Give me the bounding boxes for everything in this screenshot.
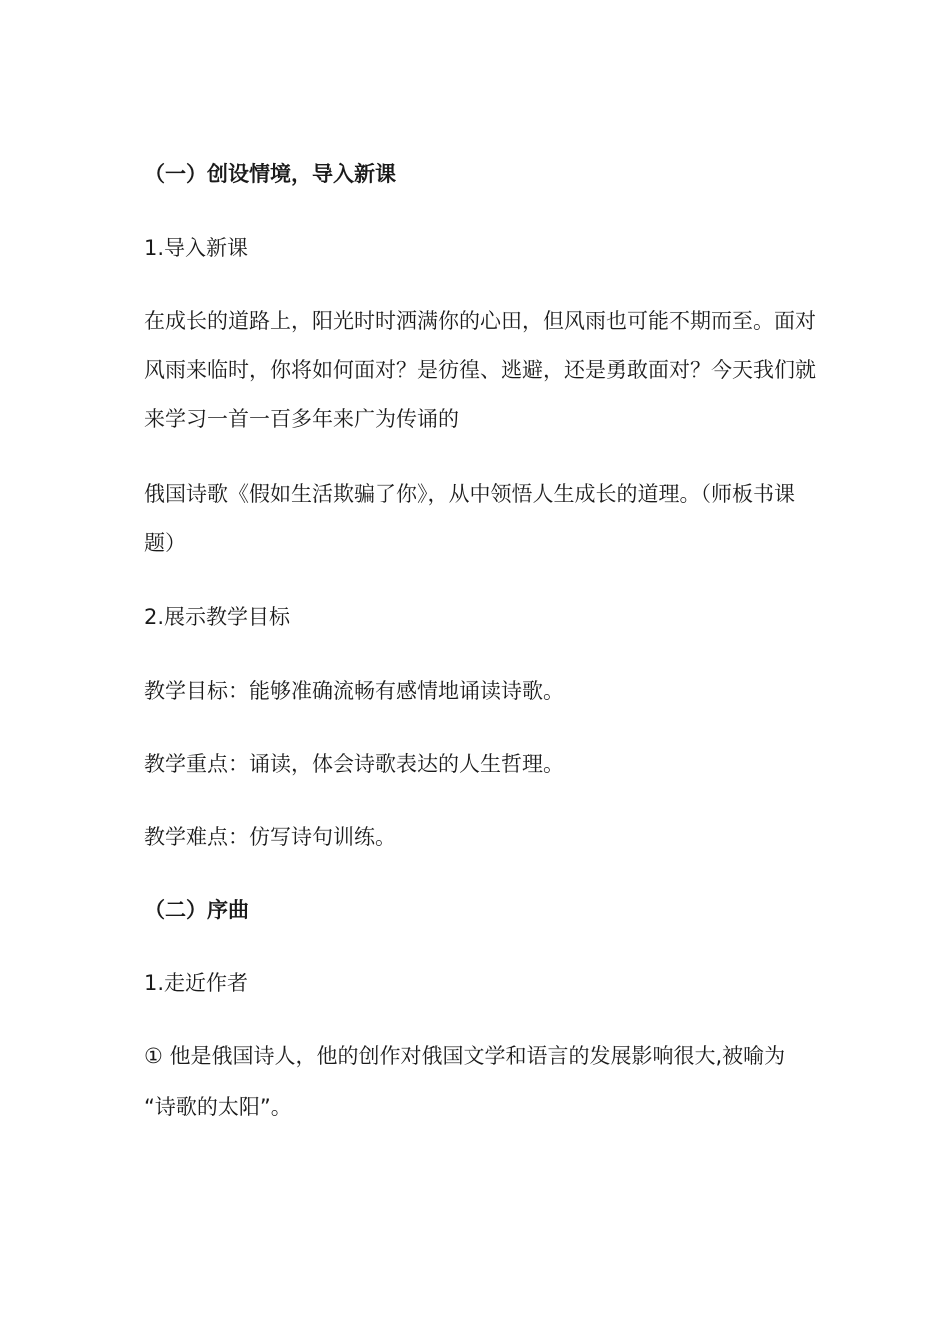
section-heading-2: （二）序曲 xyxy=(144,898,249,922)
author-paragraph-line-1: ① 他是俄国诗人，他的创作对俄国文学和语言的发展影响很大,被喻为 xyxy=(144,1044,786,1068)
intro-paragraph-line-3: 来学习一首一百多年来广为传诵的 xyxy=(144,407,459,431)
intro-paragraph-line-2: 风雨来临时，你将如何面对？是彷徨、逃避，还是勇敢面对？今天我们就 xyxy=(144,358,816,382)
item-title-author: 1.走近作者 xyxy=(144,971,249,995)
teaching-goal: 教学目标：能够准确流畅有感情地诵读诗歌。 xyxy=(144,679,564,703)
teaching-focus: 教学重点：诵读，体会诗歌表达的人生哲理。 xyxy=(144,752,564,776)
intro2-paragraph-line-2: 题） xyxy=(144,531,186,555)
section-heading-1: （一）创设情境，导入新课 xyxy=(144,162,396,186)
author-paragraph-line-2: “诗歌的太阳”。 xyxy=(144,1095,292,1119)
teaching-difficulty: 教学难点：仿写诗句训练。 xyxy=(144,825,396,849)
item-title-teaching-goals: 2.展示教学目标 xyxy=(144,605,291,629)
intro2-paragraph-line-1: 俄国诗歌《假如生活欺骗了你》，从中领悟人生成长的道理。（师板书课 xyxy=(144,482,795,506)
intro-paragraph-line-1: 在成长的道路上，阳光时时洒满你的心田，但风雨也可能不期而至。面对 xyxy=(144,309,816,333)
item-title-import-lesson: 1.导入新课 xyxy=(144,236,249,260)
